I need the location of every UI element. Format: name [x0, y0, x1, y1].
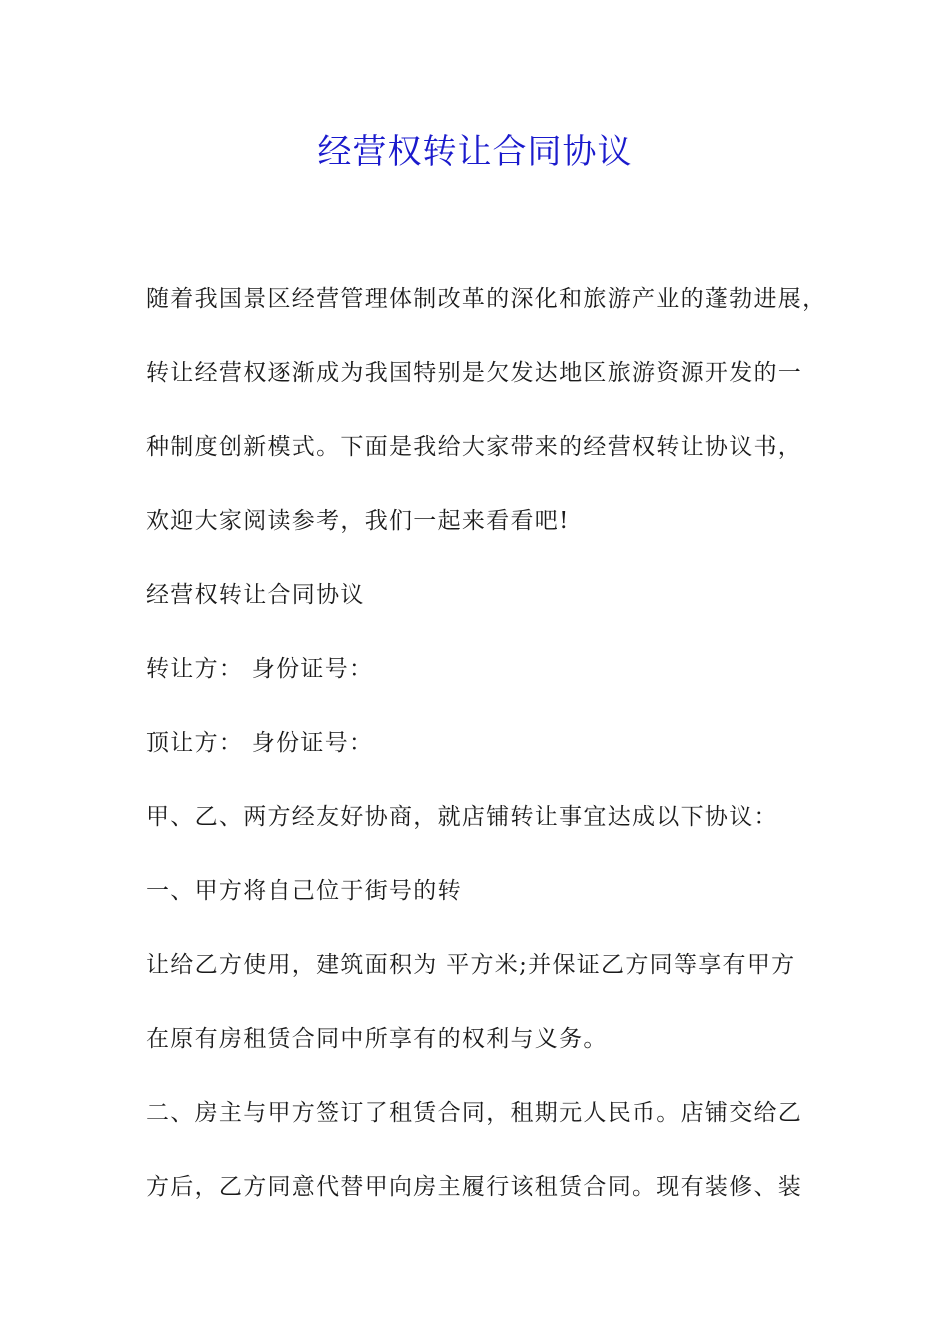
paragraph-line: 随着我国景区经营管理体制改革的深化和旅游产业的蓬勃进展， [146, 286, 827, 312]
clause-line: 让给乙方使用，建筑面积为 平方米;并保证乙方同等享有甲方 [146, 952, 796, 978]
paragraph-line: 种制度创新模式。下面是我给大家带来的经营权转让协议书， [146, 434, 803, 460]
transferor-line: 转让方： 身份证号： [146, 656, 374, 682]
document-body [146, 262, 836, 1224]
clause-line: 方后，乙方同意代替甲向房主履行该租赁合同。现有装修、装 [146, 1174, 803, 1200]
paragraph-line: 转让经营权逐渐成为我国特别是欠发达地区旅游资源开发的一 [146, 360, 803, 386]
section-heading: 经营权转让合同协议 [146, 582, 365, 608]
clause-line: 一、甲方将自己位于街号的转 [146, 878, 462, 904]
document-title: 经营权转让合同协议 [317, 132, 633, 172]
paragraph-line: 甲、乙、两方经友好协商，就店铺转让事宜达成以下协议： [146, 804, 778, 830]
clause-line: 二、房主与甲方签订了租赁合同，租期元人民币。店铺交给乙 [146, 1100, 803, 1126]
transferee-line: 顶让方： 身份证号： [146, 730, 374, 756]
paragraph-line: 欢迎大家阅读参考，我们一起来看看吧! [146, 508, 570, 534]
clause-line: 在原有房租赁合同中所享有的权利与义务。 [146, 1026, 608, 1052]
